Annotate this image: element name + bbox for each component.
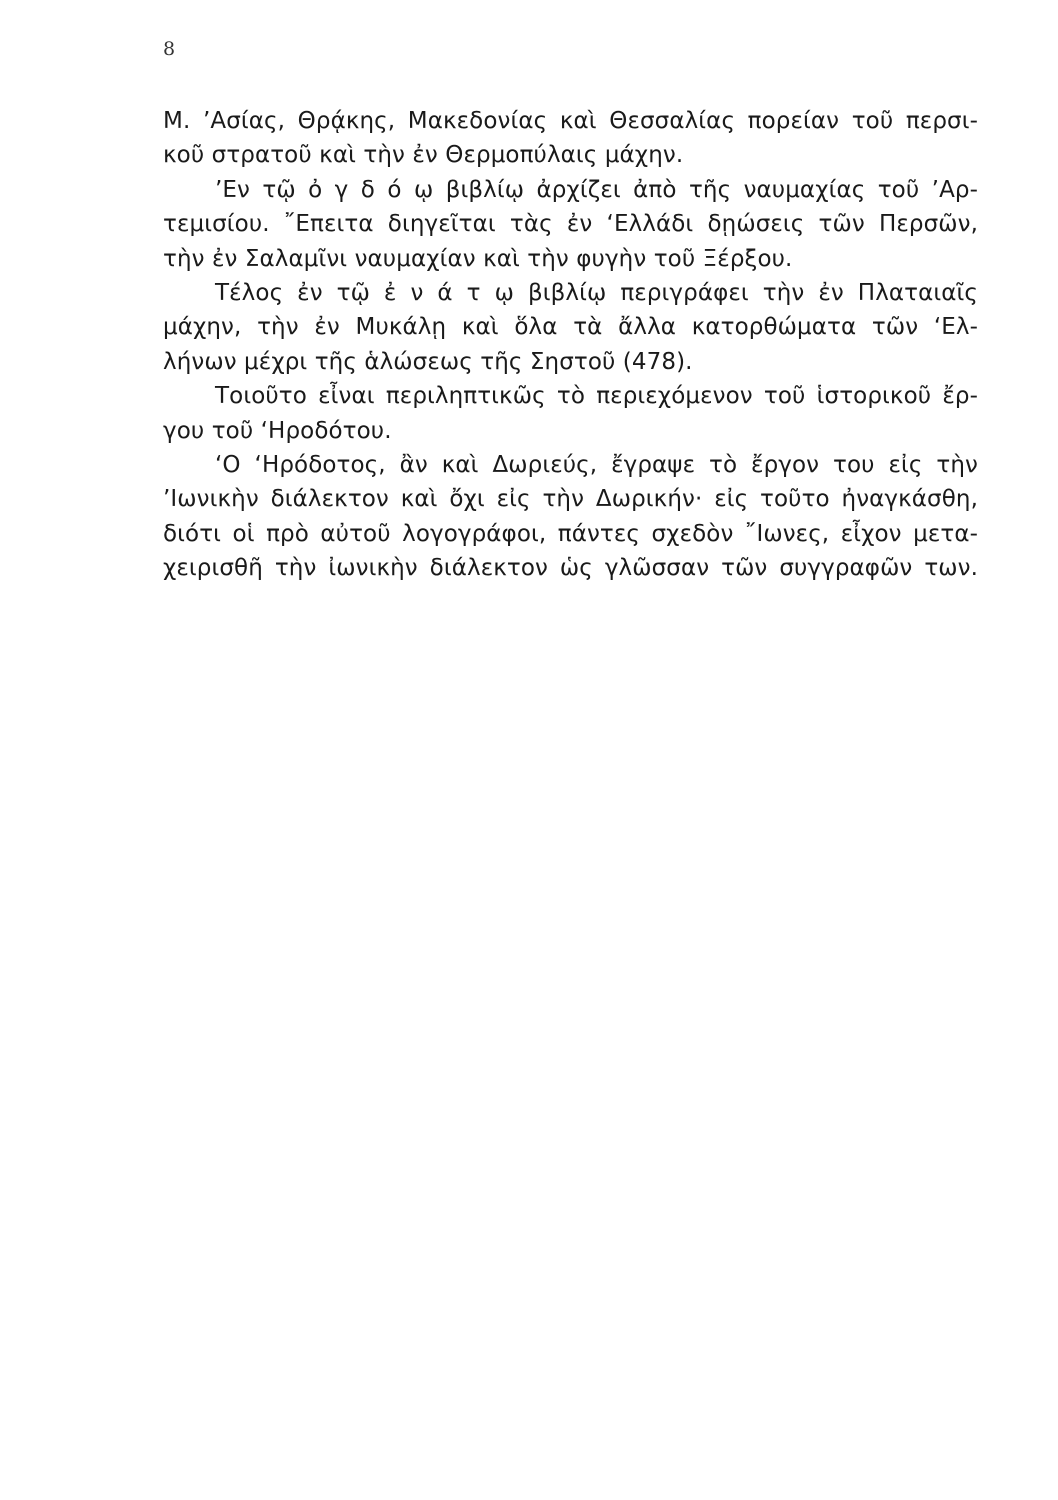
text-line: Τοιοῦτο εἶναι περιληπτικῶς τὸ περιεχόμενον τοῦ ἱστορικοῦ ἔρ- xyxy=(215,383,978,410)
text-line: ‘Ο ‘Ηρόδοτος, ἂν καὶ Δωριεύς, ἔγραψε τὸ ἔργον του εἰς τὴν xyxy=(215,451,978,478)
text-line: ’Εν τῷ ὀ γ δ ό ῳ βιβλίῳ ἀρχίζει ἀπὸ τῆς ναυμαχίας τοῦ ’Αρ- xyxy=(215,176,978,203)
text-line: κοῦ στρατοῦ καὶ τὴν ἐν Θερμοπύλαις μάχην. xyxy=(163,142,684,169)
text-line: γου τοῦ ‘Ηροδότου. xyxy=(163,417,392,444)
body-text xyxy=(163,104,978,585)
text-line: διότι οἱ πρὸ αὐτοῦ λογογράφοι, πάντες σχεδὸν ῎Ιωνες, εἶχον μετα- xyxy=(163,520,978,547)
text-line: Μ. ’Ασίας, Θρᾴκης, Μακεδονίας καὶ Θεσσαλίας πορείαν τοῦ περσι- xyxy=(163,108,978,134)
page-number: 8 xyxy=(163,38,176,60)
text-line: χειρισθῆ τὴν ἰωνικὴν διάλεκτον ὡς γλῶσσαν τῶν συγγραφῶν των. xyxy=(163,555,978,582)
text-line: μάχην, τὴν ἐν Μυκάλῃ καὶ ὅλα τὰ ἄλλα κατορθώματα τῶν ‘Ελ- xyxy=(163,314,978,341)
text-line: ’Ιωνικὴν διάλεκτον καὶ ὄχι εἰς τὴν Δωρικήν· εἰς τοῦτο ἠναγκάσθη, xyxy=(163,486,978,513)
text-line: Τέλος ἐν τῷ ἐ ν ά τ ῳ βιβλίῳ περιγράφει τὴν ἐν Πλαταιαῖς xyxy=(215,279,978,306)
text-line: λήνων μέχρι τῆς ἁλώσεως τῆς Σηστοῦ (478). xyxy=(163,348,693,375)
text-line: τὴν ἐν Σαλαμῖνι ναυμαχίαν καὶ τὴν φυγὴν τοῦ Ξέρξου. xyxy=(163,245,793,272)
text-line: τεμισίου. ῎Επειτα διηγεῖται τὰς ἐν ‘Ελλάδι δῃώσεις τῶν Περσῶν, xyxy=(163,211,978,238)
